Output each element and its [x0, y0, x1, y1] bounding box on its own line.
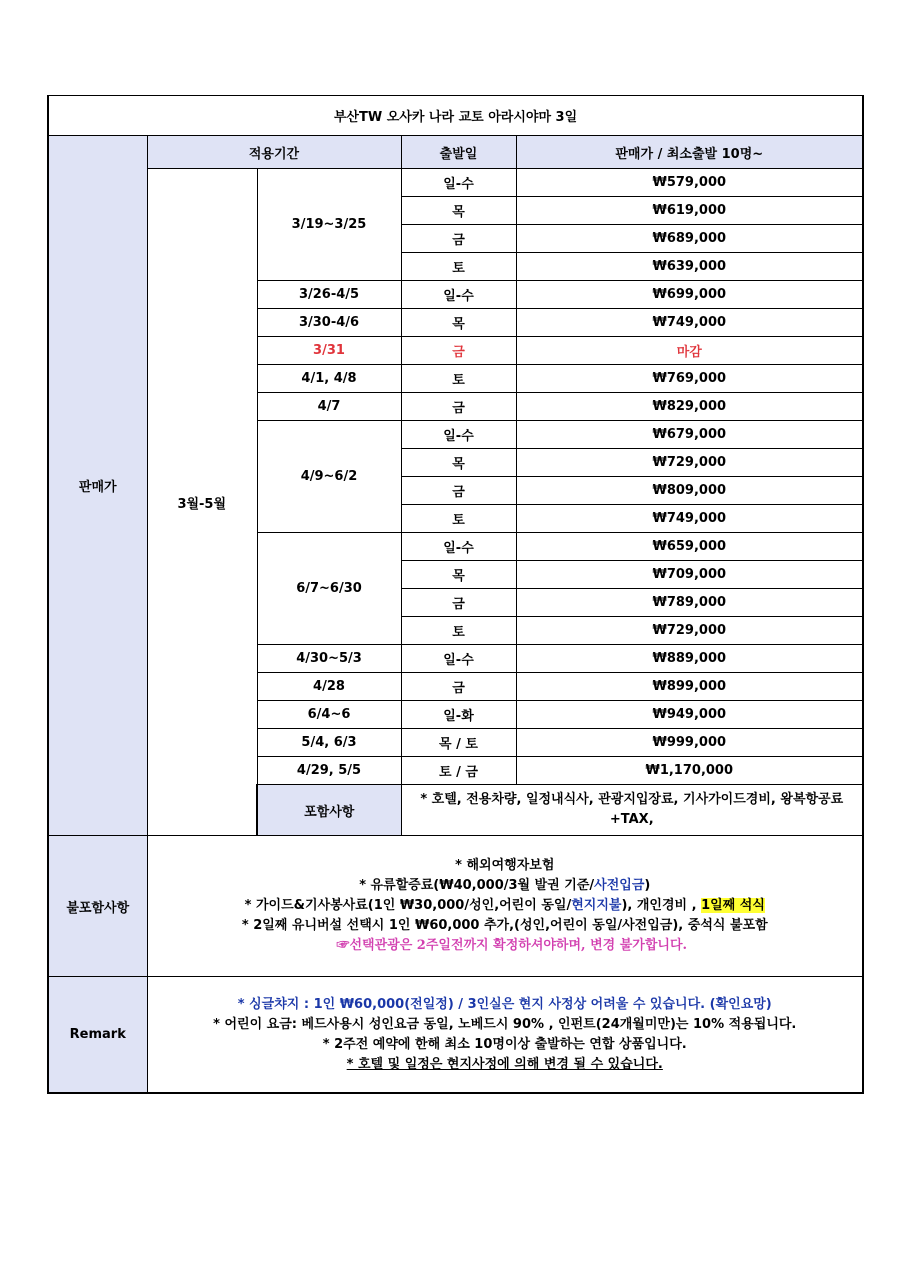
period-cell: 4/29, 5/5	[257, 757, 401, 785]
price-cell: ₩949,000	[516, 701, 863, 729]
optional-tour-notice: ☞선택관광은 2주일전까지 확정하셔야하며, 변경 불가합니다.	[336, 938, 688, 953]
departure-day-cell: 목	[401, 309, 516, 337]
period-cell: 4/7	[257, 393, 401, 421]
departure-day-cell: 토	[401, 365, 516, 393]
price-cell: ₩999,000	[516, 729, 863, 757]
price-section-label: 판매가	[48, 136, 147, 836]
included-label: 포함사항	[257, 785, 401, 836]
included-text: * 호텔, 전용차량, 일정내식사, 관광지입장료, 기사가이드경비, 왕복항공료+TAX,	[401, 785, 863, 836]
period-cell: 4/1, 4/8	[257, 365, 401, 393]
excluded-line: * 2일째 유니버설 선택시 1인 ₩60,000 추가,(성인,어린이 동일/사전입금), 중석식 불포함	[241, 918, 768, 933]
price-cell: ₩579,000	[516, 169, 863, 197]
departure-day-cell: 토	[401, 505, 516, 533]
departure-day-cell: 금	[401, 393, 516, 421]
remark-line: * 어린이 요금: 베드사용시 성인요금 동일, 노베드시 90% , 인펀트(24개월미만)는 10% 적용됩니다.	[213, 1016, 797, 1032]
departure-day-cell: 금	[401, 337, 516, 365]
price-cell: ₩1,170,000	[516, 757, 863, 785]
remark-label: Remark	[48, 977, 147, 1094]
period-cell: 3/30-4/6	[257, 309, 401, 337]
departure-day-cell: 금	[401, 589, 516, 617]
departure-day-cell: 금	[401, 225, 516, 253]
excluded-text: * 가이드&기사봉사료(1인 ₩30,000/성인,어린이 동일/	[244, 898, 572, 913]
departure-day-cell: 토	[401, 253, 516, 281]
departure-day-cell: 금	[401, 477, 516, 505]
departure-day-cell: 금	[401, 673, 516, 701]
remark-notes	[147, 977, 863, 1094]
departure-day-cell: 일-화	[401, 701, 516, 729]
price-cell: ₩789,000	[516, 589, 863, 617]
departure-day-cell: 일-수	[401, 645, 516, 673]
price-cell: ₩769,000	[516, 365, 863, 393]
period-header: 적용기간	[147, 136, 401, 169]
excluded-line: * 해외여행자보험	[455, 858, 555, 873]
departure-day-cell: 일-수	[401, 533, 516, 561]
excluded-notes	[147, 836, 863, 977]
departure-day-cell: 일-수	[401, 281, 516, 309]
price-cell: ₩639,000	[516, 253, 863, 281]
departure-day-cell: 일-수	[401, 169, 516, 197]
departure-day-cell: 일-수	[401, 421, 516, 449]
price-cell: ₩679,000	[516, 421, 863, 449]
prepay-note: 사전입금	[594, 878, 645, 893]
price-cell: ₩899,000	[516, 673, 863, 701]
highlight-note: 1일째 석식	[701, 898, 765, 913]
month-range-cell: 3월-5월	[147, 169, 257, 836]
excluded-text: ), 개인경비 ,	[621, 898, 702, 913]
remark-line: * 싱글챠지 : 1인 ₩60,000(전일정) / 3인실은 현지 사정상 어려울 수 있습니다. (확인요망)	[237, 996, 772, 1012]
period-cell: 3/26-4/5	[257, 281, 401, 309]
departure-day-cell: 목	[401, 449, 516, 477]
period-cell: 6/7~6/30	[257, 533, 401, 645]
period-cell: 4/28	[257, 673, 401, 701]
excluded-line	[148, 876, 863, 896]
period-cell: 4/9~6/2	[257, 421, 401, 533]
departure-day-cell: 목	[401, 561, 516, 589]
local-pay-note: 현지지불	[571, 898, 622, 913]
period-cell: 5/4, 6/3	[257, 729, 401, 757]
price-cell: ₩749,000	[516, 309, 863, 337]
price-cell: 마감	[516, 337, 863, 365]
departure-header: 출발일	[401, 136, 516, 169]
page-title: 부산TW 오사카 나라 교토 아라시야마 3일	[48, 96, 863, 136]
price-cell: ₩709,000	[516, 561, 863, 589]
price-header: 판매가 / 최소출발 10명~	[516, 136, 863, 169]
price-table	[47, 95, 864, 1094]
remark-line: * 호텔 및 일정은 현지사정에 의해 변경 될 수 있습니다.	[346, 1056, 663, 1072]
excluded-text: )	[644, 878, 651, 893]
departure-day-cell: 토 / 금	[401, 757, 516, 785]
excluded-line	[148, 896, 863, 916]
period-cell: 6/4~6	[257, 701, 401, 729]
price-cell: ₩889,000	[516, 645, 863, 673]
price-cell: ₩729,000	[516, 449, 863, 477]
period-cell: 3/19~3/25	[257, 169, 401, 281]
price-cell: ₩729,000	[516, 617, 863, 645]
departure-day-cell: 목 / 토	[401, 729, 516, 757]
departure-day-cell: 토	[401, 617, 516, 645]
price-cell: ₩749,000	[516, 505, 863, 533]
excluded-text: * 유류할증료(₩40,000/3월 발권 기준/	[359, 878, 595, 893]
departure-day-cell: 목	[401, 197, 516, 225]
excluded-label: 불포함사항	[48, 836, 147, 977]
price-cell: ₩809,000	[516, 477, 863, 505]
price-cell: ₩829,000	[516, 393, 863, 421]
price-cell: ₩619,000	[516, 197, 863, 225]
price-cell: ₩689,000	[516, 225, 863, 253]
price-cell: ₩699,000	[516, 281, 863, 309]
price-cell: ₩659,000	[516, 533, 863, 561]
period-cell: 4/30~5/3	[257, 645, 401, 673]
period-cell: 3/31	[257, 337, 401, 365]
remark-line: * 2주전 예약에 한해 최소 10명이상 출발하는 연합 상품입니다.	[322, 1036, 687, 1052]
price-row	[48, 169, 863, 197]
